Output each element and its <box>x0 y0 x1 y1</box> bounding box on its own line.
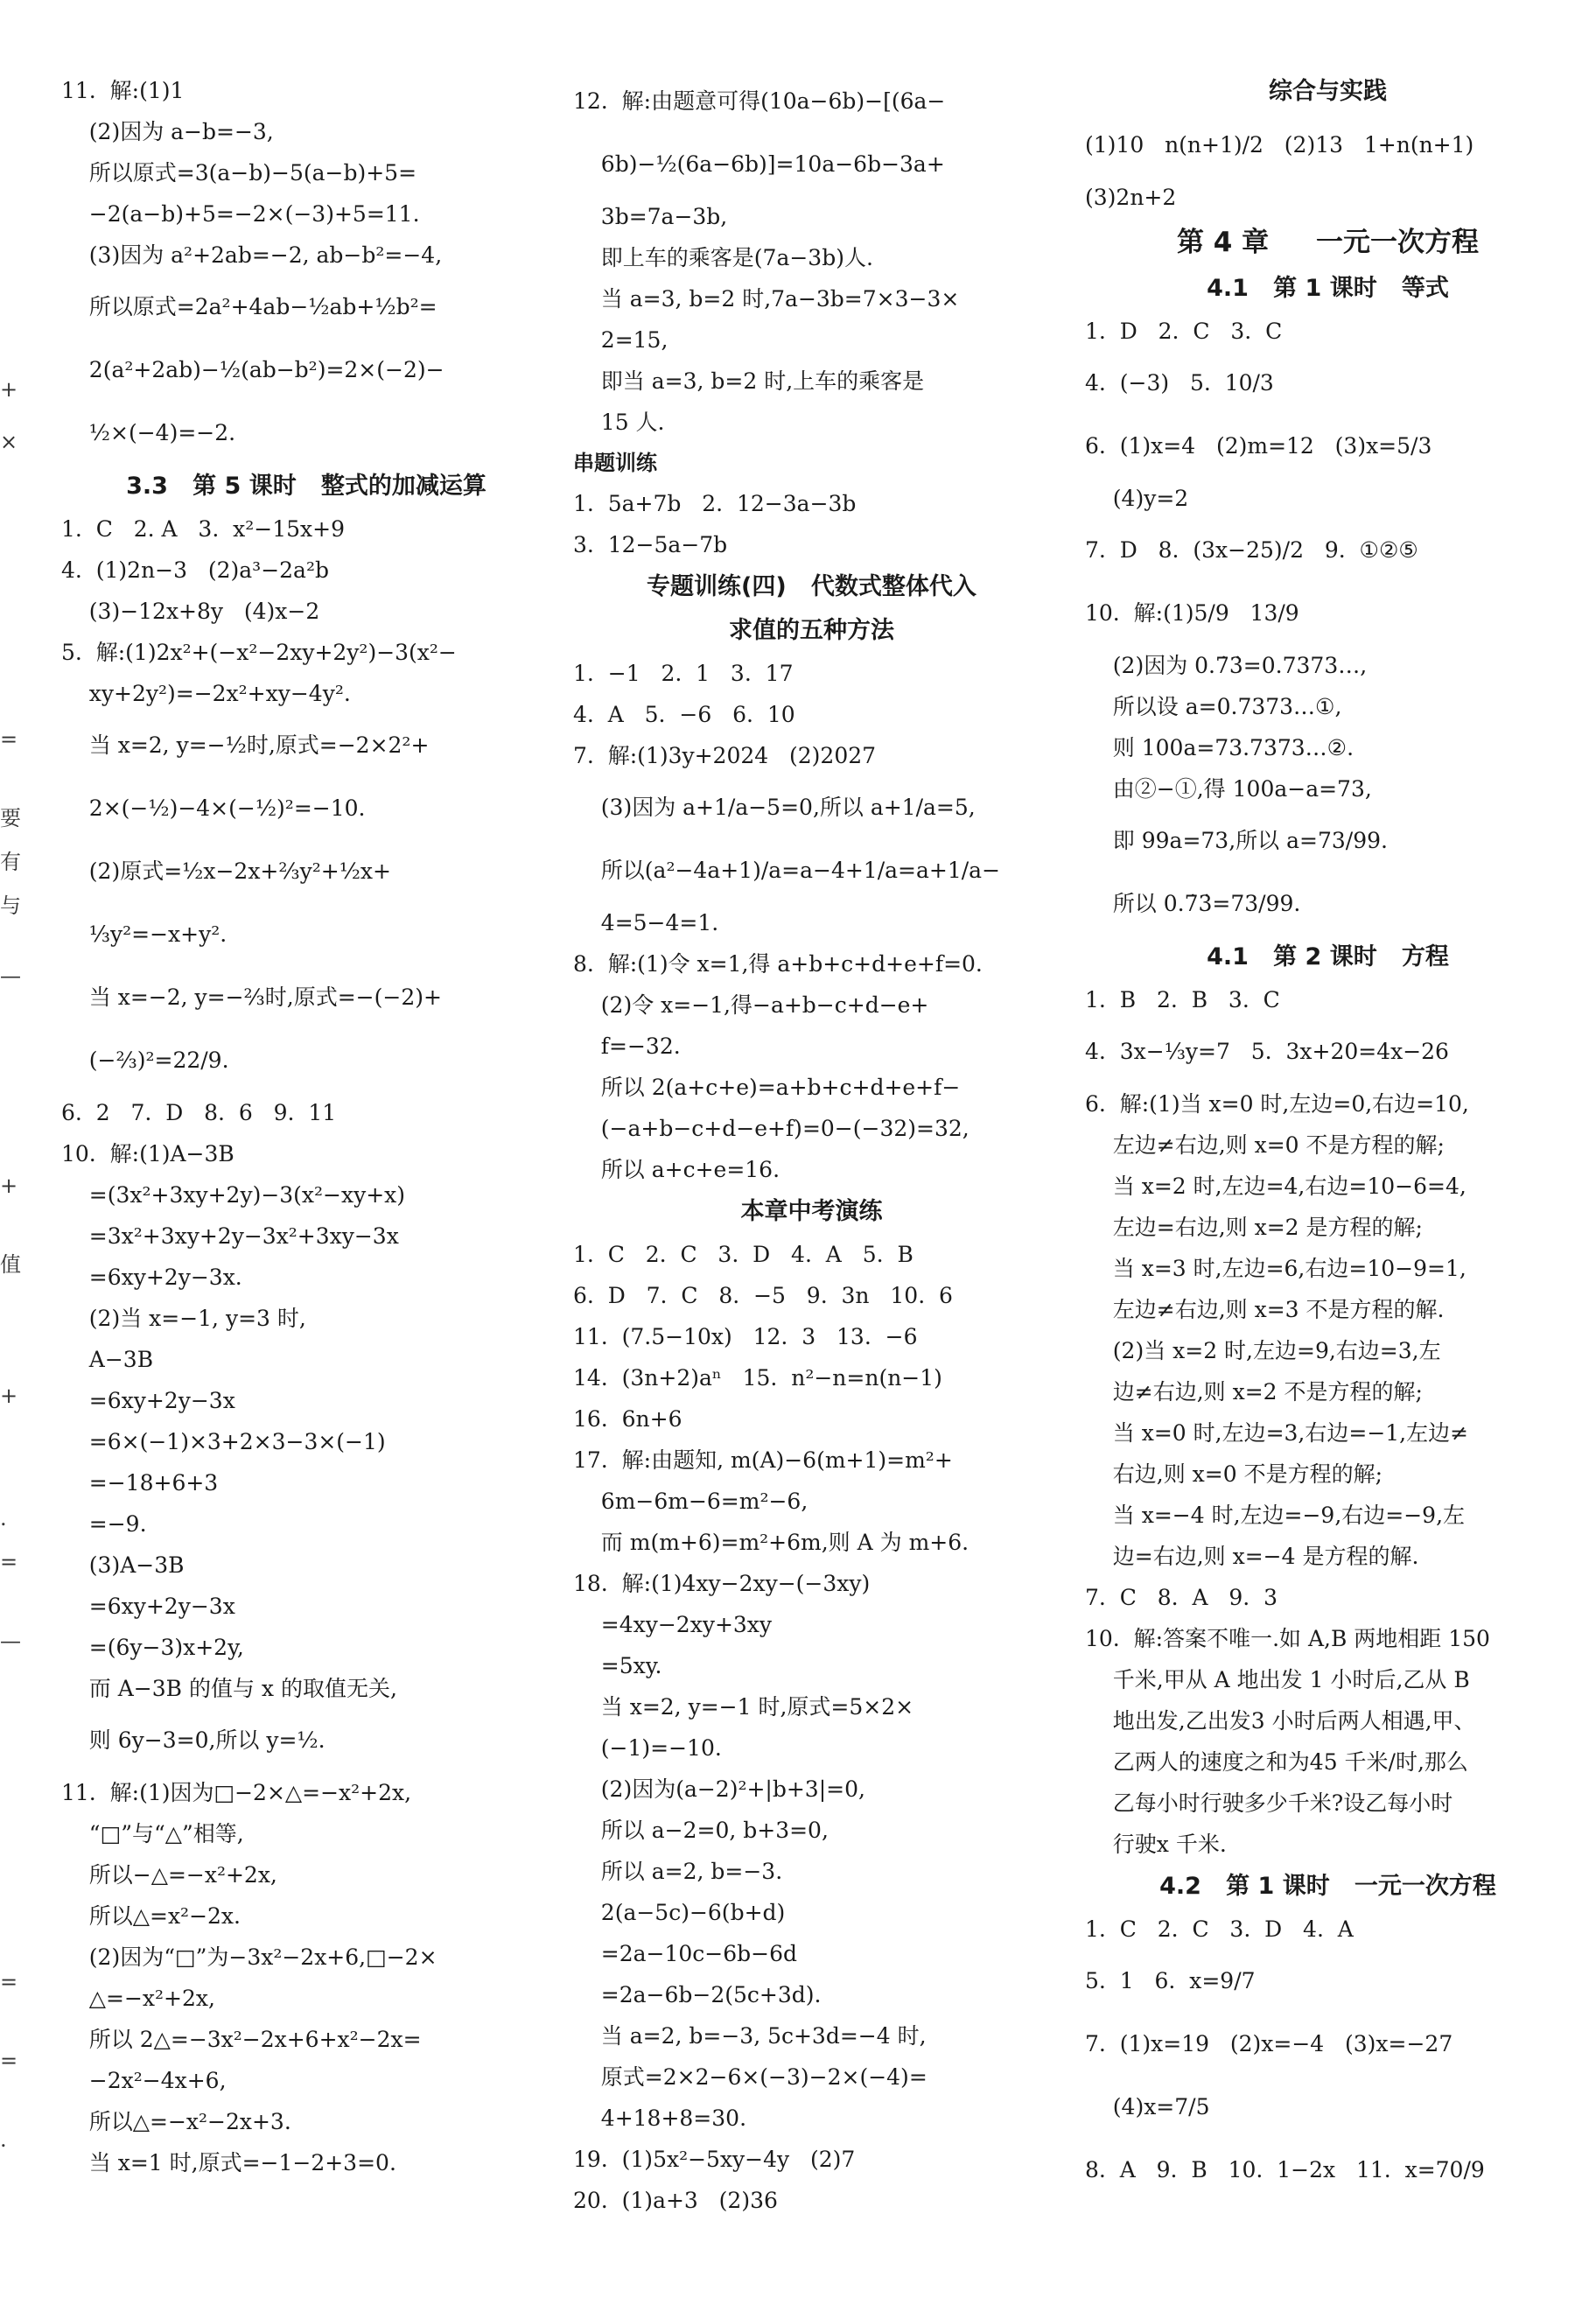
answer-line: 所以设 a=0.7373…①, <box>1085 694 1342 719</box>
answer-line: 1. 5a+7b 2. 12−3a−3b <box>573 491 857 516</box>
answer-line: 原式=2×2−6×(−3)−2×(−4)= <box>573 2064 928 2090</box>
edge-fragment: + <box>0 1174 18 1198</box>
answer-line: 1. B 2. B 3. C <box>1085 987 1280 1012</box>
answer-column-right <box>1085 70 1571 2202</box>
answer-line: 即 99a=73,所以 a=73/99. <box>1085 828 1388 853</box>
answer-line: 所以 a+c+e=16. <box>573 1157 780 1182</box>
section-heading: 求值的五种方法 <box>729 617 894 644</box>
answer-line: 千米,甲从 A 地出发 1 小时后,乙从 B <box>1085 1667 1470 1692</box>
answer-line: 11. 解:(1)1 <box>61 78 185 103</box>
edge-fragment: 与 <box>0 893 21 918</box>
answer-line: 所以原式=3(a−b)−5(a−b)+5= <box>61 160 417 186</box>
answer-line: (2)令 x=−1,得−a+b−c+d−e+ <box>573 992 929 1018</box>
answer-line: 6. 2 7. D 8. 6 9. 11 <box>61 1100 337 1125</box>
edge-fragment: — <box>0 963 21 988</box>
answer-line: (3)A−3B <box>61 1552 185 1578</box>
answer-line: 1. C 2. C 3. D 4. A <box>1085 1916 1354 1942</box>
answer-line: 所以△=−x²−2x+3. <box>61 2109 291 2134</box>
answer-line: A−3B <box>61 1347 154 1372</box>
answer-line: 3. 12−5a−7b <box>573 532 728 557</box>
answer-line: (3)因为 a+1/a−5=0,所以 a+1/a=5, <box>573 795 976 820</box>
answer-line: 7. (1)x=19 (2)x=−4 (3)x=−27 <box>1085 2031 1453 2056</box>
answer-line: (1)10 n(n+1)/2 (2)13 1+n(n+1) <box>1085 132 1474 158</box>
answer-line: 4+18+8=30. <box>573 2105 747 2131</box>
answer-line: 11. (7.5−10x) 12. 3 13. −6 <box>573 1324 918 1349</box>
answer-line: =(3x²+3xy+2y)−3(x²−xy+x) <box>61 1182 406 1208</box>
edge-fragment: 值 <box>0 1252 21 1277</box>
answer-line: 1. −1 2. 1 3. 17 <box>573 661 794 686</box>
answer-line: 3b=7a−3b, <box>573 204 728 229</box>
answer-line: 1. C 2. A 3. x²−15x+9 <box>61 516 345 542</box>
answer-line: =4xy−2xy+3xy <box>573 1612 773 1637</box>
answer-line: 2=15, <box>573 327 668 353</box>
answer-line: (4)y=2 <box>1085 486 1189 511</box>
answer-line: 10. 解:(1)5/9 13/9 <box>1085 600 1299 626</box>
answer-line: 当 x=3 时,左边=6,右边=10−9=1, <box>1085 1256 1466 1281</box>
answer-line: 8. A 9. B 10. 1−2x 11. x=70/9 <box>1085 2157 1485 2182</box>
answer-line: 6b)−½(6a−6b)]=10a−6b−3a+ <box>573 151 945 177</box>
answer-line: 即上车的乘客是(7a−3b)人. <box>573 245 873 270</box>
edge-fragment: = <box>0 1550 18 1574</box>
answer-line: =6xy+2y−3x <box>61 1594 235 1619</box>
section-heading: 4.1 第 2 课时 方程 <box>1207 943 1449 970</box>
answer-line: −2x²−4x+6, <box>61 2068 227 2093</box>
answer-line: (−a+b−c+d−e+f)=0−(−32)=32, <box>573 1116 970 1141</box>
answer-line: △=−x²+2x, <box>61 1986 215 2011</box>
answer-line: “□”与“△”相等, <box>61 1821 244 1846</box>
answer-line: −2(a−b)+5=−2×(−3)+5=11. <box>61 201 420 227</box>
answer-line: ⅓y²=−x+y². <box>61 921 228 947</box>
answer-line: 由②−①,得 100a−a=73, <box>1085 776 1372 802</box>
answer-line: 1. D 2. C 3. C <box>1085 319 1283 344</box>
answer-line: (3)因为 a²+2ab=−2, ab−b²=−4, <box>61 242 443 268</box>
answer-line: 16. 6n+6 <box>573 1406 682 1432</box>
answer-line: 当 x=0 时,左边=3,右边=−1,左边≠ <box>1085 1420 1469 1446</box>
section-heading: 第 4 章 一元一次方程 <box>1176 227 1480 258</box>
edge-fragment: = <box>0 727 18 752</box>
answer-line: 即当 a=3, b=2 时,上车的乘客是 <box>573 368 925 394</box>
answer-line: 则 100a=73.7373…②. <box>1085 735 1354 760</box>
answer-line: 左边≠右边,则 x=0 不是方程的解; <box>1085 1132 1445 1158</box>
edge-fragment: = <box>0 1970 18 1994</box>
answer-line: 7. D 8. (3x−25)/2 9. ①②⑤ <box>1085 537 1418 563</box>
answer-line: (2)因为(a−2)²+|b+3|=0, <box>573 1776 865 1802</box>
answer-line: =6xy+2y−3x <box>61 1388 235 1413</box>
answer-line: 而 m(m+6)=m²+6m,则 A 为 m+6. <box>573 1530 970 1555</box>
answer-line: 所以−△=−x²+2x, <box>61 1862 277 1888</box>
answer-line: 18. 解:(1)4xy−2xy−(−3xy) <box>573 1571 871 1596</box>
answer-line: 左边=右边,则 x=2 是方程的解; <box>1085 1215 1423 1240</box>
answer-line: 行驶x 千米. <box>1085 1832 1227 1857</box>
answer-line: 当 x=2, y=−½时,原式=−2×2²+ <box>61 732 430 758</box>
answer-line: 当 x=2, y=−1 时,原式=5×2× <box>573 1694 914 1720</box>
edge-fragment: + <box>0 377 18 402</box>
answer-line: 7. C 8. A 9. 3 <box>1085 1585 1278 1610</box>
edge-fragment: 有 <box>0 850 21 874</box>
edge-fragment: . <box>0 1506 7 1531</box>
answer-line: (2)因为 a−b=−3, <box>61 119 274 144</box>
answer-line: 10. 解:(1)A−3B <box>61 1141 234 1167</box>
answer-line: (2)原式=½x−2x+⅔y²+½x+ <box>61 858 391 884</box>
answer-line: (4)x=7/5 <box>1085 2094 1210 2119</box>
answer-line: 所以 a−2=0, b+3=0, <box>573 1818 829 1843</box>
answer-line: 所以原式=2a²+4ab−½ab+½b²= <box>61 294 438 319</box>
edge-fragment: . <box>0 2127 7 2152</box>
answer-line: 15 人. <box>573 410 665 435</box>
answer-line: =−9. <box>61 1511 147 1537</box>
answer-line: 所以 2△=−3x²−2x+6+x²−2x= <box>61 2027 422 2052</box>
answer-line: 19. (1)5x²−5xy−4y (2)7 <box>573 2147 856 2172</box>
edge-fragment: + <box>0 1384 18 1408</box>
section-heading: 综合与实践 <box>1269 78 1387 105</box>
answer-line: 20. (1)a+3 (2)36 <box>573 2188 778 2213</box>
answer-line: 4. A 5. −6 6. 10 <box>573 702 795 727</box>
answer-line: 1. C 2. C 3. D 4. A 5. B <box>573 1242 914 1267</box>
answer-line: 边≠右边,则 x=2 不是方程的解; <box>1085 1379 1423 1405</box>
answer-line: 17. 解:由题知, m(A)−6(m+1)=m²+ <box>573 1447 953 1473</box>
answer-line: 4. (−3) 5. 10/3 <box>1085 370 1274 396</box>
edge-fragment: 要 <box>0 806 21 830</box>
answer-line: =(6y−3)x+2y, <box>61 1635 244 1660</box>
answer-line: 4. (1)2n−3 (2)a³−2a²b <box>61 557 329 583</box>
answer-line: 所以 2(a+c+e)=a+b+c+d+e+f− <box>573 1075 961 1100</box>
answer-line: =5xy. <box>573 1653 662 1678</box>
answer-line: 11. 解:(1)因为□−2×△=−x²+2x, <box>61 1780 412 1805</box>
answer-line: 7. 解:(1)3y+2024 (2)2027 <box>573 743 877 768</box>
answer-line: 8. 解:(1)令 x=1,得 a+b+c+d+e+f=0. <box>573 951 983 977</box>
answer-line: (2)当 x=−1, y=3 时, <box>61 1306 306 1331</box>
section-heading: 3.3 第 5 课时 整式的加减运算 <box>126 473 486 500</box>
answer-line: 2(a²+2ab)−½(ab−b²)=2×(−2)− <box>61 357 444 382</box>
answer-line: =−18+6+3 <box>61 1470 219 1496</box>
answer-line: 5. 1 6. x=9/7 <box>1085 1968 1256 1993</box>
answer-line: (2)因为 0.7̇3̇=0.7373…, <box>1085 653 1368 678</box>
answer-line: 边=右边,则 x=−4 是方程的解. <box>1085 1544 1419 1569</box>
answer-line: 当 x=−2, y=−⅔时,原式=−(−2)+ <box>61 984 442 1010</box>
section-heading: 专题训练(四) 代数式整体代入 <box>647 573 976 600</box>
answer-line: 乙两人的速度之和为45 千米/时,那么 <box>1085 1749 1468 1775</box>
answer-line: 当 x=1 时,原式=−1−2+3=0. <box>61 2150 396 2175</box>
answer-line: 10. 解:答案不唯一.如 A,B 两地相距 150 <box>1085 1626 1490 1651</box>
answer-line: 当 x=2 时,左边=4,右边=10−6=4, <box>1085 1174 1466 1199</box>
section-heading: 4.2 第 1 课时 一元一次方程 <box>1159 1873 1496 1900</box>
edge-fragment: — <box>0 1629 21 1653</box>
answer-line: 当 a=3, b=2 时,7a−3b=7×3−3× <box>573 286 960 312</box>
answer-line: 6. D 7. C 8. −5 9. 3n 10. 6 <box>573 1283 953 1308</box>
answer-line: xy+2y²)=−2x²+xy−4y². <box>61 681 351 706</box>
answer-line: ½×(−4)=−2. <box>61 420 236 445</box>
answer-line: 6. 解:(1)当 x=0 时,左边=0,右边=10, <box>1085 1091 1469 1117</box>
section-heading: 4.1 第 1 课时 等式 <box>1207 275 1449 302</box>
answer-line: =3x²+3xy+2y−3x²+3xy−3x <box>61 1223 399 1249</box>
answer-line: 4=5−4=1. <box>573 910 719 935</box>
answer-line: 14. (3n+2)aⁿ 15. n²−n=n(n−1) <box>573 1365 942 1391</box>
edge-fragment: × <box>0 430 18 454</box>
answer-line: 所以(a²−4a+1)/a=a−4+1/a=a+1/a− <box>573 858 1001 883</box>
answer-line: 6m−6m−6=m²−6, <box>573 1489 808 1514</box>
section-heading: 串题训练 <box>573 451 657 475</box>
answer-line: 而 A−3B 的值与 x 的取值无关, <box>61 1676 397 1701</box>
answer-line: 2(a−5c)−6(b+d) <box>573 1900 786 1925</box>
answer-line: 当 x=−4 时,左边=−9,右边=−9,左 <box>1085 1503 1466 1528</box>
answer-line: 左边≠右边,则 x=3 不是方程的解. <box>1085 1297 1445 1322</box>
answer-line: 所以 a=2, b=−3. <box>573 1859 783 1884</box>
section-heading: 本章中考演练 <box>740 1198 883 1225</box>
answer-line: (3)2n+2 <box>1085 185 1177 210</box>
answer-line: (3)−12x+8y (4)x−2 <box>61 599 320 624</box>
answer-line: 右边,则 x=0 不是方程的解; <box>1085 1461 1383 1487</box>
answer-line: =6xy+2y−3x. <box>61 1265 242 1290</box>
answer-line: (2)因为“□”为−3x²−2x+6,□−2× <box>61 1944 438 1970</box>
answer-line: 5. 解:(1)2x²+(−x²−2xy+2y²)−3(x²− <box>61 640 457 665</box>
answer-line: 2×(−½)−4×(−½)²=−10. <box>61 795 366 821</box>
answer-line: 则 6y−3=0,所以 y=½. <box>61 1727 326 1753</box>
answer-line: 所以 0.7̇3̇=73/99. <box>1085 891 1301 916</box>
answer-line: 4. 3x−⅓y=7 5. 3x+20=4x−26 <box>1085 1039 1449 1064</box>
answer-line: (−⅔)²=22/9. <box>61 1047 229 1073</box>
answer-line: 乙每小时行驶多少千米?设乙每小时 <box>1085 1790 1453 1816</box>
answer-line: 12. 解:由题意可得(10a−6b)−[(6a− <box>573 88 946 114</box>
answer-column-middle <box>573 70 1050 2221</box>
answer-line: =2a−6b−2(5c+3d). <box>573 1982 822 2007</box>
answer-line: 地出发,乙出发3 小时后两人相遇,甲、 <box>1085 1708 1476 1734</box>
answer-line: (2)当 x=2 时,左边=9,右边=3,左 <box>1085 1338 1441 1363</box>
edge-fragment: = <box>0 2049 18 2073</box>
answer-column-left <box>61 70 551 2183</box>
answer-line: 6. (1)x=4 (2)m=12 (3)x=5/3 <box>1085 433 1432 459</box>
answer-line: =6×(−1)×3+2×3−3×(−1) <box>61 1429 386 1454</box>
answer-line: (−1)=−10. <box>573 1735 722 1761</box>
answer-line: =2a−10c−6b−6d <box>573 1941 798 1966</box>
answer-line: 当 a=2, b=−3, 5c+3d=−4 时, <box>573 2023 927 2049</box>
answer-line: 所以△=x²−2x. <box>61 1903 241 1929</box>
answer-line: f=−32. <box>573 1033 681 1059</box>
